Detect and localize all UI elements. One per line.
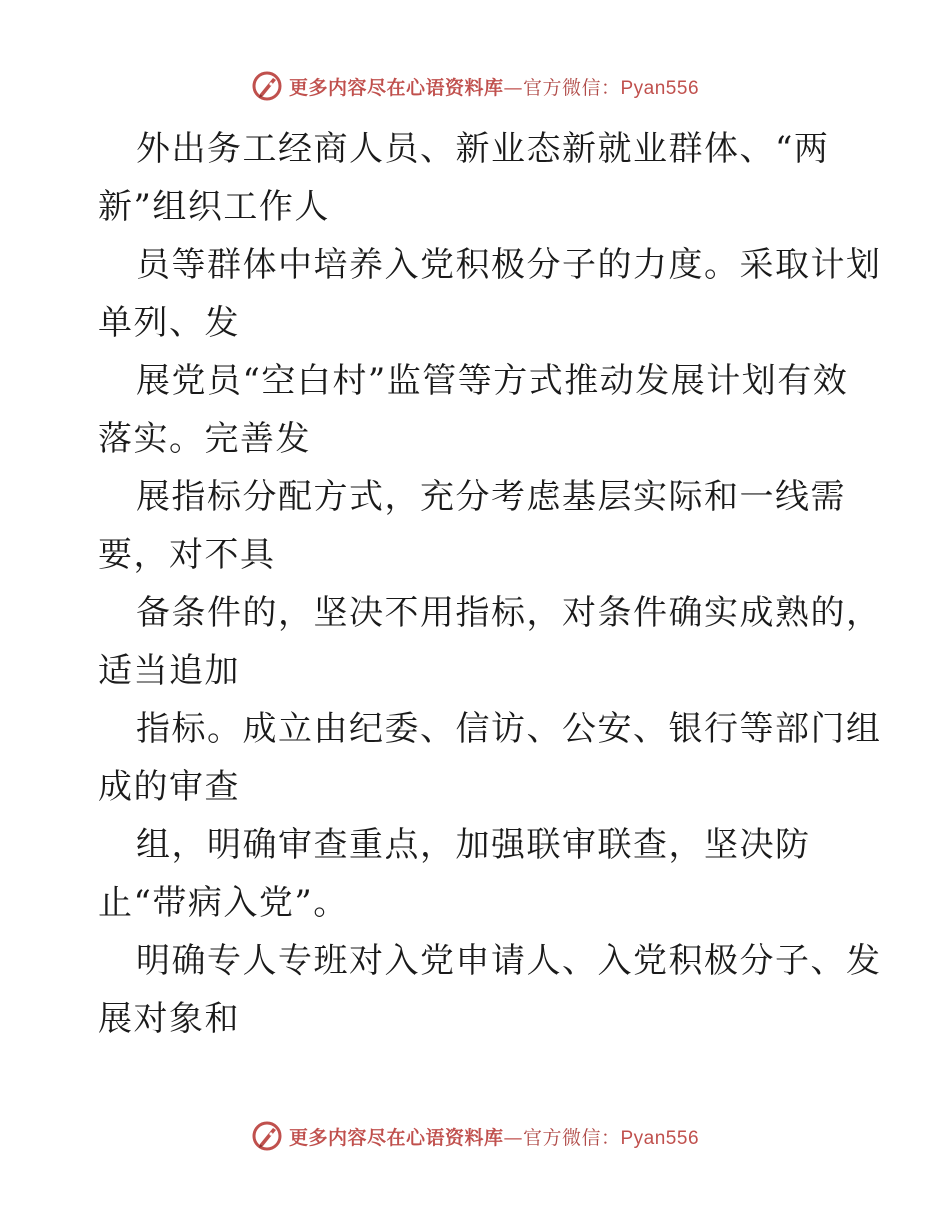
- text-line: 成的审查: [98, 767, 240, 807]
- pen-circle-logo-icon: [251, 1120, 283, 1152]
- pen-circle-logo-icon: [251, 70, 283, 102]
- text-line: 员等群体中培养入党积极分子的力度。采取计划: [136, 245, 882, 285]
- banner-main-text: 更多内容尽在心语资料库: [288, 1126, 504, 1149]
- text-line: 展党员“空白村”监管等方式推动发展计划有效: [136, 361, 849, 401]
- text-line: 外出务工经商人员、新业态新就业群体、“两: [136, 129, 830, 169]
- banner-text: [289, 1123, 699, 1150]
- banner-dash: —: [503, 1126, 523, 1149]
- banner-wechat-id: Pyan556: [620, 77, 700, 99]
- text-line: 明确专人专班对入党申请人、入党积极分子、发: [136, 941, 882, 981]
- document-body: [98, 120, 882, 1048]
- text-line: 要，对不具: [98, 535, 276, 575]
- text-line: 展指标分配方式，充分考虑基层实际和一线需: [136, 477, 846, 517]
- text-line: 新”组织工作人: [98, 187, 330, 227]
- footer-banner: [0, 1120, 950, 1152]
- banner-content: [251, 70, 699, 102]
- text-line: 止“带病入党”。: [98, 883, 349, 923]
- banner-wechat-id: Pyan556: [620, 1127, 700, 1149]
- banner-dash: —: [503, 76, 523, 99]
- text-line: 单列、发: [98, 303, 240, 343]
- text-line: 备条件的，坚决不用指标，对条件确实成熟的，: [136, 593, 882, 633]
- text-line: 落实。完善发: [98, 419, 311, 459]
- banner-main-text: 更多内容尽在心语资料库: [288, 76, 504, 99]
- banner-content: [251, 1120, 699, 1152]
- text-line: 指标。成立由纪委、信访、公安、银行等部门组: [136, 709, 882, 749]
- text-line: 组，明确审查重点，加强联审联查，坚决防: [136, 825, 811, 865]
- banner-official-label: 官方微信：: [522, 1126, 621, 1149]
- banner-official-label: 官方微信：: [522, 76, 621, 99]
- text-line: 适当追加: [98, 651, 240, 691]
- header-banner: [0, 70, 950, 102]
- text-line: 展对象和: [98, 999, 240, 1039]
- banner-text: [289, 73, 699, 100]
